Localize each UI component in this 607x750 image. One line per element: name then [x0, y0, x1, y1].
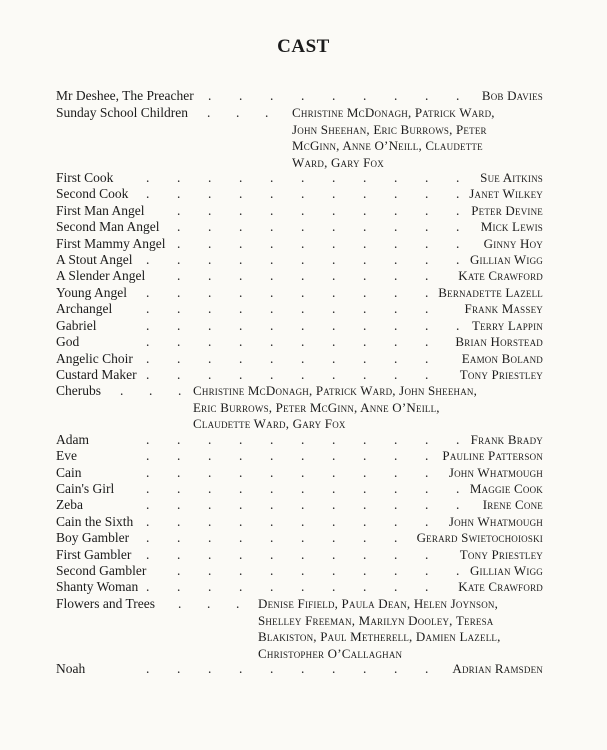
actor-name: Peter Devine	[471, 203, 543, 218]
role-name: A Stout Angel	[56, 252, 133, 267]
actor-names-line: Shelley Freeman, Marilyn Dooley, Teresa	[258, 612, 494, 628]
actor-names-line: Ward, Gary Fox	[292, 154, 384, 170]
actor-names-line: Blakiston, Paul Metherell, Damien Lazell,	[258, 629, 501, 644]
role-name: Cain	[56, 465, 82, 480]
actor-names-block	[258, 596, 501, 662]
role-name: Second Cook	[56, 186, 129, 201]
cast-page: CAST Mr Deshee, The Preacher Bob Davies . . . . . . . . . Sunday School Children . . . Christine McDonagh, Patrick Ward, John Sheehan, Eric Burrows, Peter McGinn, Anne O’Neill, Claudette Ward, Gary Fox First Cook Sue Aitkins . . . . . . . . . . . Second Cook Janet Wilkey . . . . . . . . . . . First Man Angel Peter Devine . . . . . . . . . . Second Man Angel Mick Lewis . . . . . . . . . . First Mammy Angel Ginny Hoy . . . . . . . . . . A Stout Angel Gillian Wigg . . . . . . . . . . . A Slender Angel Kate Crawford . . . . . . . . . Young Angel Bernadette Lazell . . . . . . . . . . Archangel Frank Massey . . . . . . . . . . Gabriel Terry Lappin . . . . . . . . . . . God Brian Horstead . . . . . . . . . . Angelic Choir Eamon Boland . . . . . . . . . . Custard Maker Tony Priestley . . . . . . . . . . Cherubs . . . Christine McDonagh, Patrick Ward, John Sheehan, Eric Burrows, Peter McGinn, Anne O’Neill, Claudette Ward, Gary Fox Adam Frank Brady . . . . . . . . . . . Eve Pauline Patterson . . . . . . . . . . Cain John Whatmough . . . . . . . . . . Cain's Girl Maggie Cook . . . . . . . . . . . Zeba Irene Cone . . . . . . . . . . . Cain the Sixth John Whatmough . . . . . . . . . . Boy Gambler Gerard Swietochoioski . . . . . . . . . First Gambler Tony Priestley . . . . . . . . . . Second Gambler Gillian Wigg . . . . . . . . . . Shanty Woman Kate Crawford . . . . . . . . . . Flowers and Trees . . . Denise Fifield, Paula Dean, Helen Joynson, Shelley Freeman, Marilyn Dooley, Teresa Blakiston, Paul Metherell, Damien Lazell, Christopher O’Callaghan Noah Adrian Ramsden . . . . . . . . . .	[0, 0, 607, 750]
actor-names-line: Christine McDonagh, Patrick Ward, John Sheehan,	[193, 383, 478, 398]
actor-names-block	[292, 105, 495, 171]
actor-name: Gillian Wigg	[469, 252, 543, 267]
actor-names-line: Eric Burrows, Peter McGinn, Anne O’Neill,	[193, 399, 440, 415]
actor-name: Sue Aitkins	[480, 170, 543, 185]
role-name: First Cook	[56, 170, 114, 185]
role-name: Boy Gambler	[56, 530, 130, 545]
actor-name: Gillian Wigg	[469, 563, 543, 578]
actor-names-block	[193, 383, 477, 433]
role-name: First Mammy Angel	[56, 236, 166, 251]
actor-name: Bob Davies	[481, 88, 543, 103]
role-name: Eve	[56, 448, 77, 463]
actor-name: Adrian Ramsden	[452, 661, 543, 676]
actor-name: John Whatmough	[448, 465, 543, 480]
role-name: Cherubs	[56, 383, 101, 398]
role-name: Custard Maker	[56, 367, 137, 382]
actor-names-line: John Sheehan, Eric Burrows, Peter	[292, 121, 487, 137]
actor-name: Kate Crawford	[458, 579, 543, 594]
role-name: Young Angel	[56, 285, 128, 300]
role-name: Angelic Choir	[56, 351, 133, 366]
actor-name: Ginny Hoy	[483, 236, 543, 251]
role-name: Adam	[56, 432, 89, 447]
actor-name: Mick Lewis	[480, 219, 543, 234]
actor-name: Janet Wilkey	[469, 186, 543, 201]
role-name: A Slender Angel	[56, 268, 146, 283]
role-name: Gabriel	[56, 318, 97, 333]
role-name: Second Man Angel	[56, 219, 160, 234]
role-name: First Gambler	[56, 547, 132, 562]
actor-name: Frank Brady	[470, 432, 543, 447]
actor-name: Irene Cone	[482, 497, 543, 512]
actor-name: Bernadette Lazell	[438, 285, 543, 300]
actor-name: Frank Massey	[464, 301, 543, 316]
actor-name: Gerard Swietochoioski	[416, 530, 543, 545]
role-name: God	[56, 334, 80, 349]
role-name: Shanty Woman	[56, 579, 139, 594]
role-name: Flowers and Trees	[56, 596, 156, 611]
actor-names-line: Denise Fifield, Paula Dean, Helen Joynson,	[258, 596, 499, 611]
role-name: Mr Deshee, The Preacher	[56, 88, 194, 103]
actor-name: Tony Priestley	[459, 547, 543, 562]
actor-name: Kate Crawford	[458, 268, 543, 283]
role-name: Sunday School Children	[56, 105, 188, 120]
actor-name: Terry Lappin	[471, 318, 543, 333]
actor-name: Brian Horstead	[455, 334, 543, 349]
actor-names-line: Christine McDonagh, Patrick Ward,	[292, 105, 495, 120]
role-name: Zeba	[56, 497, 83, 512]
role-name: Cain the Sixth	[56, 514, 134, 529]
role-name: Noah	[56, 661, 86, 676]
actor-names-line: Christopher O’Callaghan	[258, 645, 403, 661]
actor-names-line: McGinn, Anne O’Neill, Claudette	[292, 138, 483, 153]
actor-names-line: Claudette Ward, Gary Fox	[193, 416, 346, 431]
actor-name: Pauline Patterson	[442, 448, 543, 463]
actor-name: Maggie Cook	[469, 481, 543, 496]
role-name: Cain's Girl	[56, 481, 115, 496]
role-name: First Man Angel	[56, 203, 145, 218]
actor-name: Tony Priestley	[459, 367, 543, 382]
actor-name: Eamon Boland	[461, 351, 543, 366]
page-title: CAST	[277, 36, 330, 57]
role-name: Archangel	[56, 301, 113, 316]
actor-name: John Whatmough	[448, 514, 543, 529]
role-name: Second Gambler	[56, 563, 147, 578]
